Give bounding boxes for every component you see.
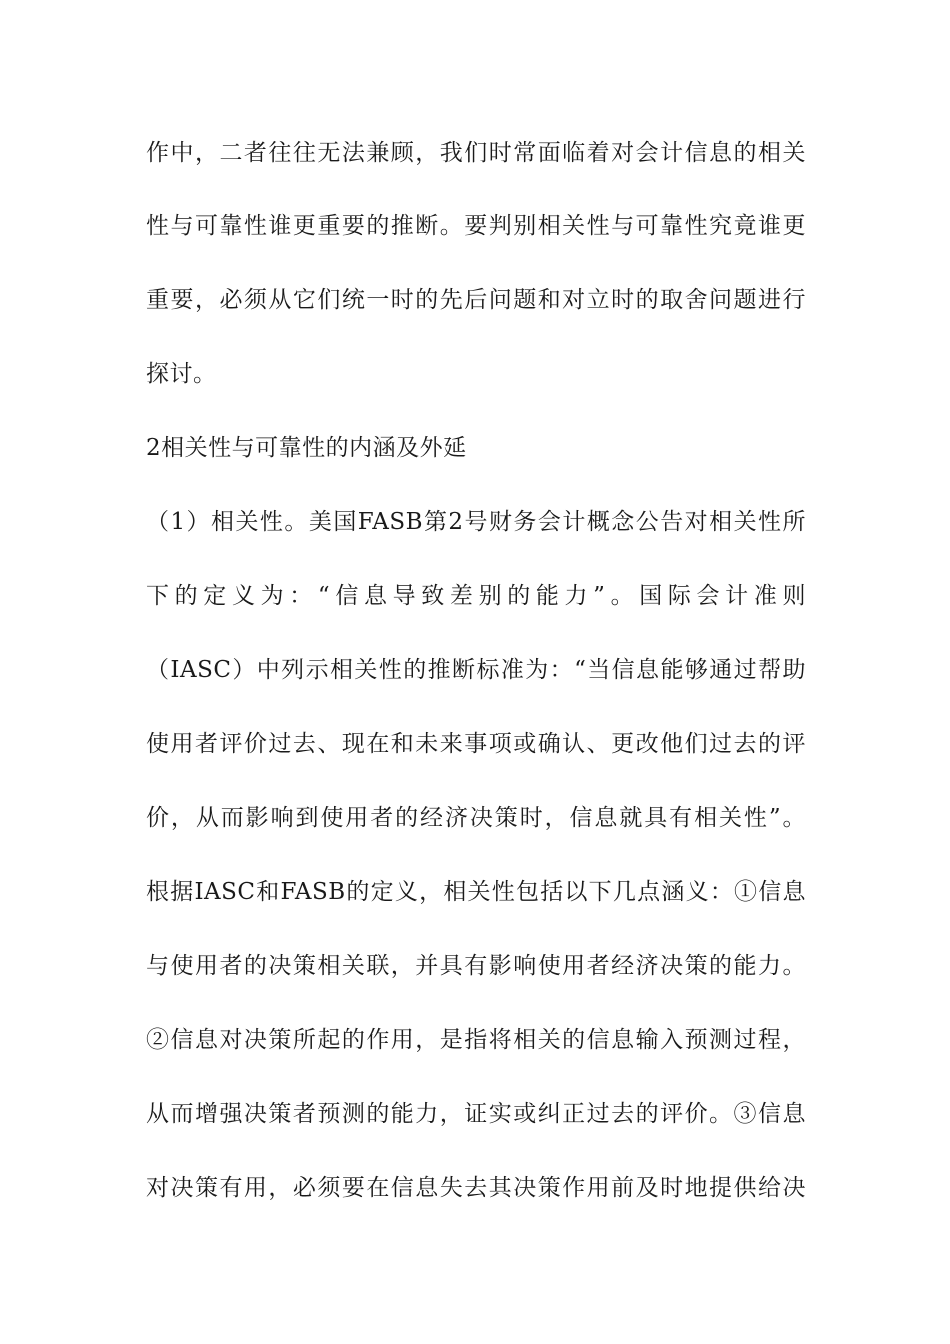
text-line: 作中，二者往往无法兼顾，我们时常面临着对会计信息的相关 (146, 140, 806, 166)
text-line: 根据IASC和FASB的定义，相关性包括以下几点涵义：①信息 (146, 879, 806, 905)
text-line: 性与可靠性谁更重要的推断。要判别相关性与可靠性究竟谁更 (146, 213, 806, 239)
text-line: 对决策有用，必须要在信息失去其决策作用前及时地提供给决 (146, 1175, 806, 1201)
text-line: 价，从而影响到使用者的经济决策时，信息就具有相关性”。 (146, 805, 806, 831)
text-line: （1）相关性。美国FASB第2号财务会计概念公告对相关性所 (146, 509, 806, 535)
text-line: 探讨。 (146, 361, 217, 387)
text-line: 重要，必须从它们统一时的先后问题和对立时的取舍问题进行 (146, 287, 806, 313)
text-line: （IASC）中列示相关性的推断标准为：“当信息能够通过帮助 (146, 657, 806, 683)
text-line: 与使用者的决策相关联，并具有影响使用者经济决策的能力。 (146, 953, 806, 979)
text-line: 下的定义为：“信息导致差别的能力”。国际会计准则 (146, 583, 806, 609)
text-line: ②信息对决策所起的作用，是指将相关的信息输入预测过程， (146, 1027, 806, 1053)
section-heading: 2相关性与可靠性的内涵及外延 (146, 435, 467, 461)
text-line: 从而增强决策者预测的能力，证实或纠正过去的评价。③信息 (146, 1101, 806, 1127)
text-line: 使用者评价过去、现在和未来事项或确认、更改他们过去的评 (146, 731, 806, 757)
